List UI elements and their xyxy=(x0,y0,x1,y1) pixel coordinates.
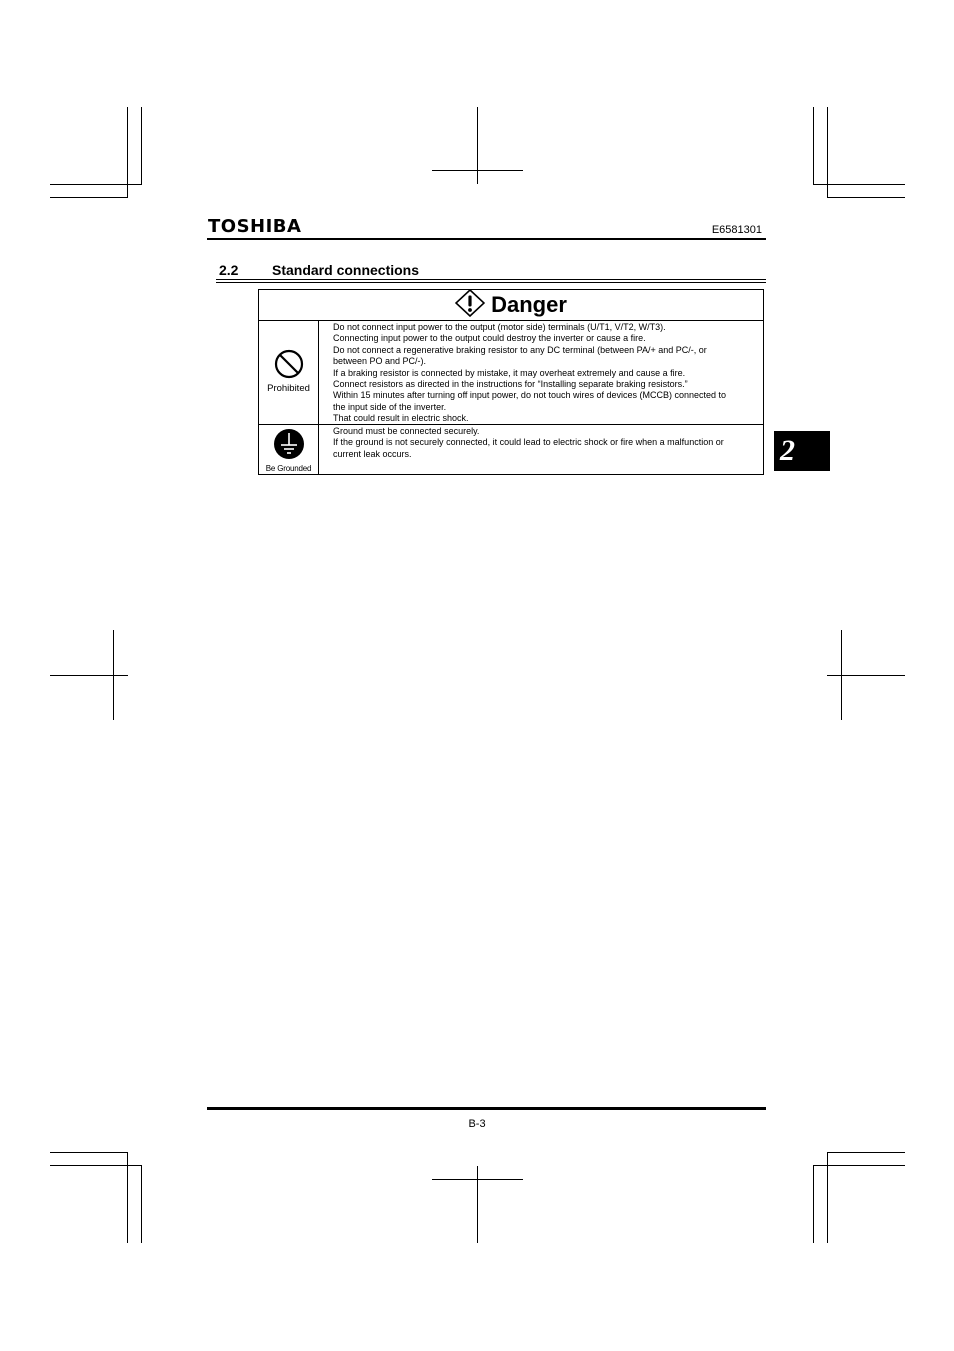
danger-row-ground xyxy=(259,425,763,474)
prohibited-text xyxy=(333,322,759,425)
section-rule xyxy=(216,282,766,283)
icon-cell xyxy=(259,425,319,474)
section-title: Standard connections xyxy=(272,262,420,278)
danger-header xyxy=(259,290,763,321)
warning-line: Connect resistors as directed in the instructions for “Installing separate braking resistors.” xyxy=(333,379,688,390)
prohibited-icon xyxy=(274,349,304,384)
warning-line: the input side of the inverter. xyxy=(333,401,447,412)
warning-line: Connecting input power to the output could destroy the inverter or cause a fire. xyxy=(333,333,646,344)
warning-line: That could result in electric shock. xyxy=(333,413,469,424)
doc-number: E6581301 xyxy=(711,224,762,236)
warning-line: Do not connect input power to the output (motor side) terminals (U/T1, V/T2, W/T3). xyxy=(333,322,666,332)
chapter-tab xyxy=(774,431,830,471)
warning-line: current leak occurs. xyxy=(333,448,412,459)
warning-line: If a braking resistor is connected by mistake, it may overheat extremely and cause a fire. xyxy=(333,367,686,378)
page-number: B-3 xyxy=(468,1118,486,1130)
danger-box xyxy=(258,289,764,475)
warning-line: Do not connect a regenerative braking resistor to any DC terminal (between PA/+ and PC/-, or xyxy=(333,344,707,355)
section-number: 2.2 xyxy=(219,262,239,278)
prohibited-label: Prohibited xyxy=(267,383,310,394)
ground-icon xyxy=(273,428,305,465)
warning-line: If the ground is not securely connected, it could lead to electric shock or fire when a malfunction or xyxy=(333,437,724,448)
danger-title: Danger xyxy=(491,292,567,317)
warning-line: Within 15 minutes after turning off input power, do not touch wires of devices (MCCB) connected to xyxy=(333,390,727,401)
toshiba-logo: TOSHIBA xyxy=(208,216,302,237)
header-rule xyxy=(207,238,766,240)
icon-cell xyxy=(259,321,319,424)
ground-label: Be Grounded xyxy=(265,464,312,473)
warning-diamond-icon xyxy=(455,289,485,322)
danger-row-prohibited xyxy=(259,321,763,425)
ground-text xyxy=(333,426,759,460)
chapter-number: 2 xyxy=(780,434,795,467)
footer-rule xyxy=(207,1107,766,1110)
warning-line: Ground must be connected securely. xyxy=(333,426,480,436)
warning-line: between PO and PC/-). xyxy=(333,356,427,367)
section-rule xyxy=(216,279,766,280)
